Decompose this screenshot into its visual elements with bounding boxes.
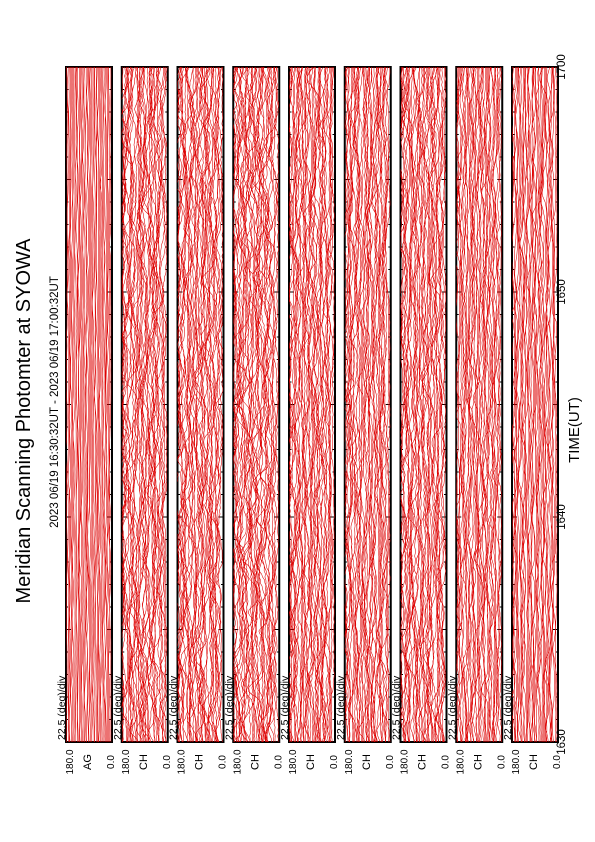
- channel-label: CH: [528, 754, 540, 770]
- scale-label: 22.5 (deg)/div: [167, 675, 180, 740]
- panel-9: [502, 67, 563, 775]
- panel-1: [56, 67, 117, 775]
- x-tick-label: 1630: [556, 729, 568, 755]
- channel-label: AG: [82, 754, 94, 770]
- y-tick-bottom: 0.0: [106, 755, 117, 769]
- y-tick-bottom: 0.0: [552, 755, 563, 769]
- panel-5: [279, 67, 340, 775]
- channel-label: CH: [416, 754, 429, 770]
- y-tick-top: 180.0: [232, 749, 244, 775]
- y-tick-bottom: 0.0: [161, 755, 173, 769]
- scale-label: 22.5 (deg)/div: [279, 675, 291, 740]
- panel-3: [160, 67, 228, 775]
- panel-7: [390, 67, 451, 775]
- channel-label: CH: [193, 754, 206, 770]
- panel-4: [215, 67, 285, 775]
- y-tick-top: 180.0: [455, 749, 467, 775]
- scale-label: 22.5 (deg)/div: [502, 675, 514, 740]
- y-tick-top: 180.0: [65, 749, 76, 775]
- y-tick-bottom: 0.0: [217, 755, 229, 769]
- panel-2: [112, 67, 173, 775]
- panel-6: [335, 67, 396, 775]
- x-tick-label: 1640: [556, 504, 568, 530]
- y-tick-top: 180.0: [399, 749, 411, 775]
- y-tick-top: 180.0: [511, 749, 522, 775]
- panel-group: [56, 67, 563, 775]
- y-tick-top: 180.0: [176, 749, 188, 775]
- channel-label: CH: [472, 754, 485, 770]
- channel-label: CH: [249, 754, 262, 770]
- y-tick-bottom: 0.0: [440, 755, 452, 769]
- x-tick-label: 1650: [556, 279, 568, 305]
- scale-label: 22.5 (deg)/div: [111, 675, 124, 740]
- panel-8: [446, 67, 507, 775]
- channel-label: CH: [360, 754, 373, 770]
- y-tick-top: 180.0: [343, 749, 355, 775]
- chart-subtitle: 2023 06/19 16:30:32UT - 2023 06/19 17:00:32UT: [49, 276, 61, 528]
- y-tick-top: 180.0: [120, 749, 132, 775]
- y-tick-bottom: 0.0: [496, 755, 508, 769]
- scale-label: 22.5 (deg)/div: [446, 675, 459, 740]
- chart-title: Meridian Scanning Photomter at SYOWA: [13, 238, 35, 604]
- scale-label: 22.5 (deg)/div: [334, 675, 347, 740]
- scale-label: 22.5 (deg)/div: [390, 675, 403, 740]
- scale-label: 22.5 (deg)/div: [56, 675, 68, 740]
- y-tick-bottom: 0.0: [384, 755, 396, 769]
- channel-label: CH: [137, 754, 150, 770]
- x-axis-label: TIME(UT): [566, 397, 583, 463]
- scale-label: 22.5 (deg)/div: [223, 675, 236, 740]
- y-tick-bottom: 0.0: [329, 755, 340, 769]
- channel-label: CH: [305, 754, 317, 770]
- x-tick-label: 1700: [556, 54, 568, 80]
- y-tick-bottom: 0.0: [273, 755, 285, 769]
- y-tick-top: 180.0: [288, 749, 299, 775]
